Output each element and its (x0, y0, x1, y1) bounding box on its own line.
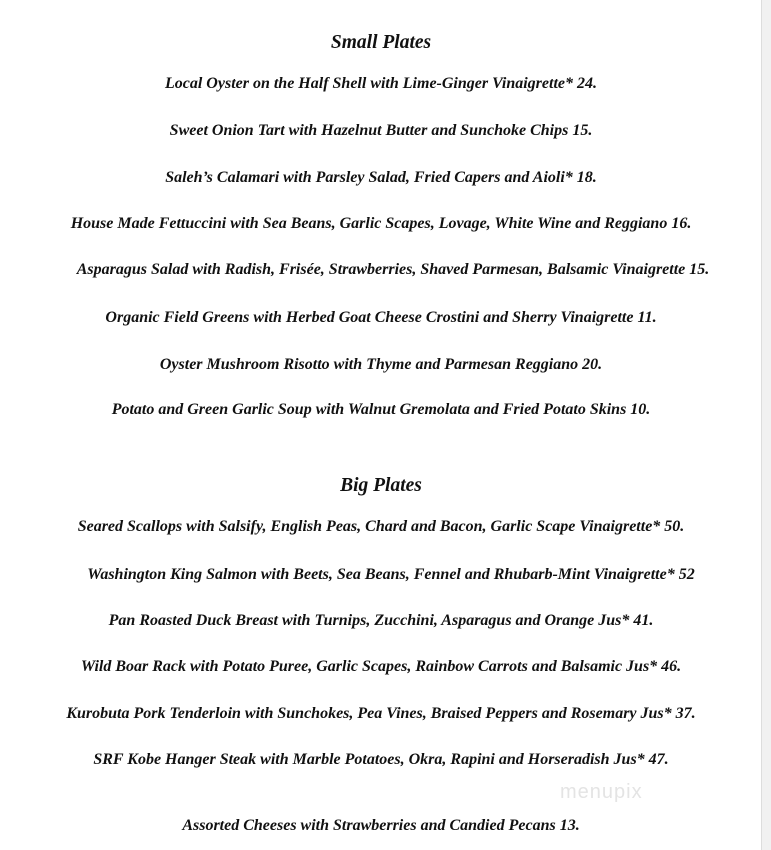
menu-item: SRF Kobe Hanger Steak with Marble Potatoes, Okra, Rapini and Horseradish Jus* 47. (93, 751, 669, 768)
section-title-big-plates: Big Plates (340, 475, 422, 496)
menu-item-cheeses: Assorted Cheeses with Strawberries and Candied Pecans 13. (182, 817, 580, 834)
menu-item: Sweet Onion Tart with Hazelnut Butter and Sunchoke Chips 15. (169, 122, 593, 139)
menu-item: Oyster Mushroom Risotto with Thyme and Parmesan Reggiano 20. (159, 356, 603, 373)
menu-item: Organic Field Greens with Herbed Goat Cheese Crostini and Sherry Vinaigrette 11. (105, 309, 657, 326)
page-edge (761, 0, 771, 850)
menu-item: Seared Scallops with Salsify, English Peas, Chard and Bacon, Garlic Scape Vinaigrette* 50. (77, 518, 685, 535)
section-title-small-plates: Small Plates (330, 32, 432, 53)
menu-item: Asparagus Salad with Radish, Frisée, Strawberries, Shaved Parmesan, Balsamic Vinaigrette 15. (76, 261, 710, 278)
menu-item: Washington King Salmon with Beets, Sea Beans, Fennel and Rhubarb-Mint Vinaigrette* 52 (87, 566, 695, 583)
menu-item: House Made Fettuccini with Sea Beans, Garlic Scapes, Lovage, White Wine and Reggiano 16. (70, 215, 692, 232)
menu-item: Kurobuta Pork Tenderloin with Sunchokes, Pea Vines, Braised Peppers and Rosemary Jus* 37. (66, 705, 696, 722)
menu-item: Saleh’s Calamari with Parsley Salad, Fried Capers and Aioli* 18. (165, 169, 597, 186)
menu-item: Wild Boar Rack with Potato Puree, Garlic Scapes, Rainbow Carrots and Balsamic Jus* 46. (80, 658, 682, 675)
menu-item: Local Oyster on the Half Shell with Lime-Ginger Vinaigrette* 24. (164, 75, 597, 92)
menu-item: Pan Roasted Duck Breast with Turnips, Zucchini, Asparagus and Orange Jus* 41. (108, 612, 654, 629)
menu-item: Potato and Green Garlic Soup with Walnut Gremolata and Fried Potato Skins 10. (111, 401, 651, 418)
watermark: menupix (560, 781, 643, 803)
